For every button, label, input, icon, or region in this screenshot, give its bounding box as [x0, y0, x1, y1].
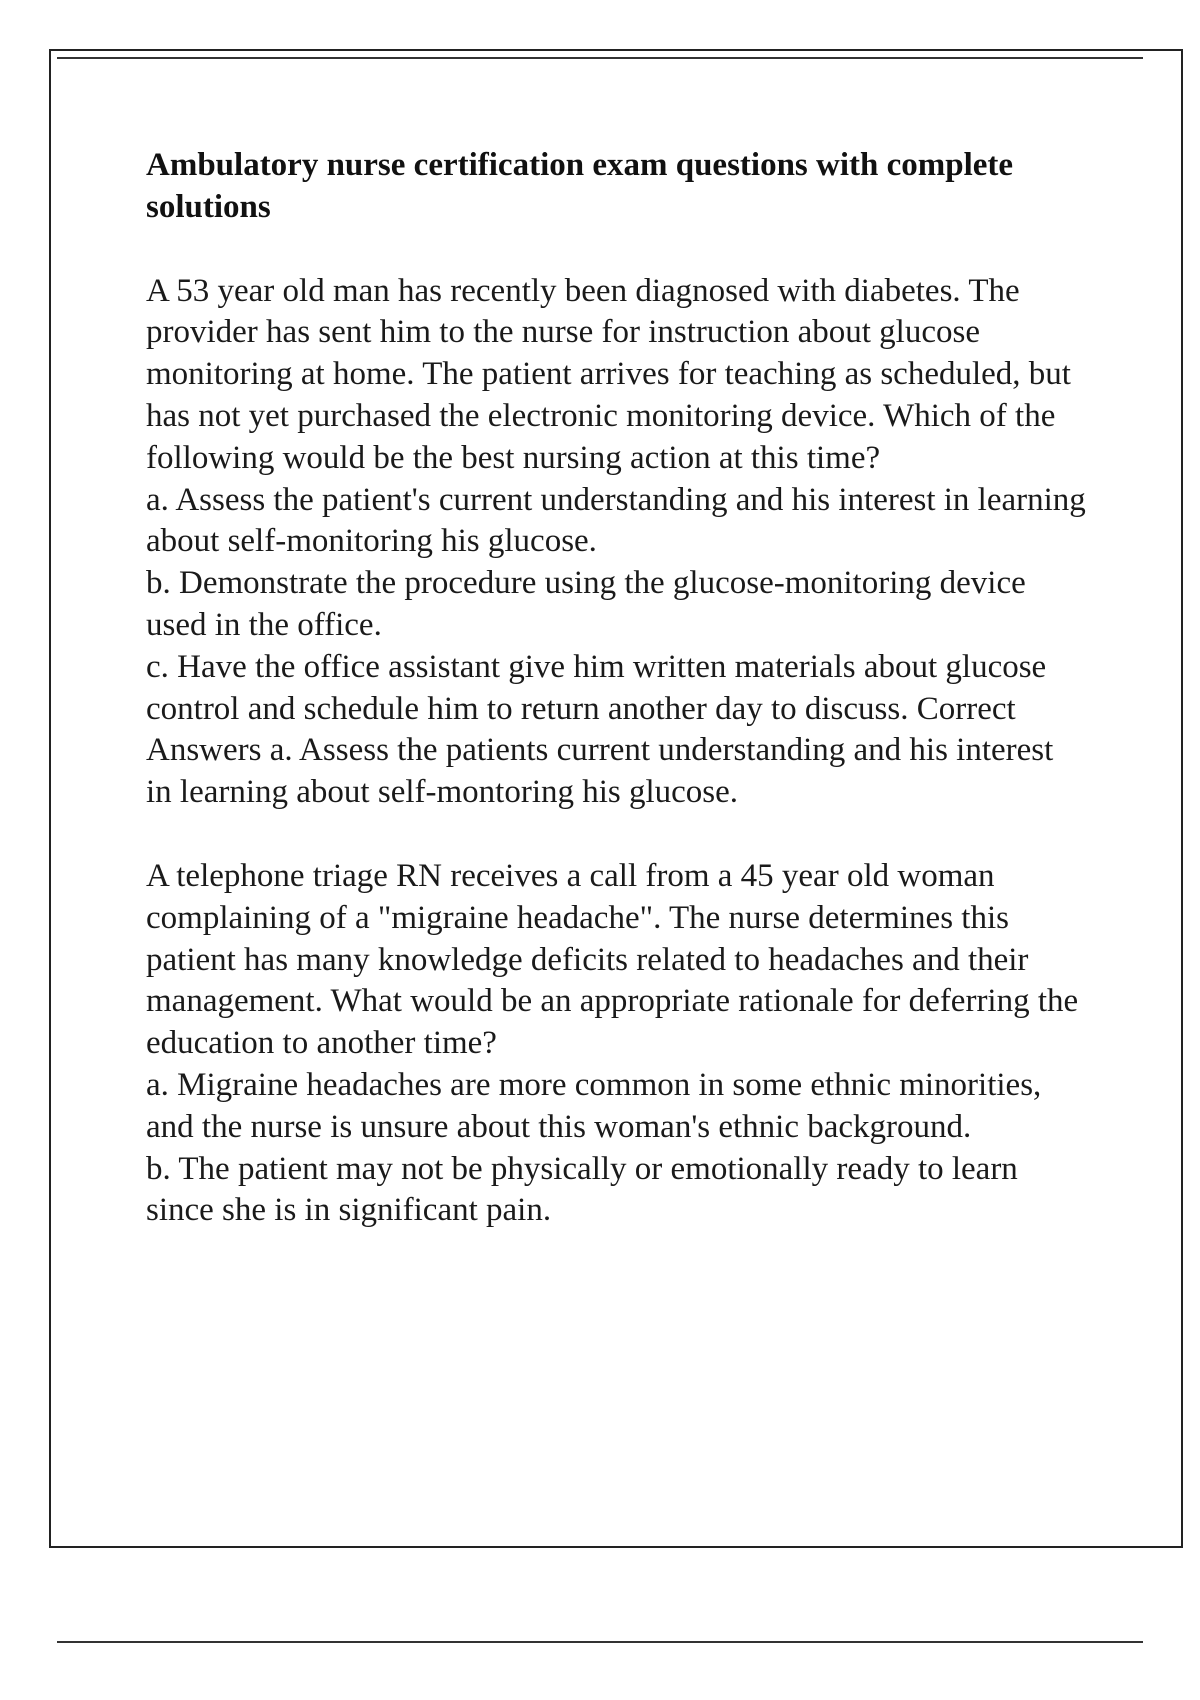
question-1-option-c-and-answer [146, 647, 1086, 814]
question-2-option-b: b. The patient may not be physically or emotionally ready to learn since she is in significant pain. [146, 1150, 1018, 1229]
question-1-option-a: a. Assess the patient's current understanding and his interest in learning about self-monitoring his glucose. [146, 481, 1086, 560]
header-rule [57, 57, 1143, 59]
document-title: Ambulatory nurse certification exam questions with complete solutions [146, 147, 1014, 225]
question-1-stem: A 53 year old man has recently been diagnosed with diabetes. The provider has sent him to the nurse for instruction about glucose monitoring at home. The patient arrives for teaching as scheduled, but has not yet purchased the electronic monitoring device. Which of the following would be the best nursing action at this time? [146, 272, 1071, 476]
question-1-correct-answer: a. Assess the patients current understanding and his interest in learning about self-montoring his glucose. [146, 732, 1054, 811]
question-1 [146, 271, 1086, 814]
question-1-option-c: c. Have the office assistant give him written materials about glucose control and schedule him to return another day to discuss. [146, 648, 1047, 727]
document-body [146, 145, 1086, 1232]
question-1-option-b: b. Demonstrate the procedure using the glucose-monitoring device used in the office. [146, 565, 1026, 643]
question-2-option-a: a. Migraine headaches are more common in some ethnic minorities, and the nurse is unsure about this woman's ethnic background. [146, 1066, 1042, 1145]
question-2-stem: A telephone triage RN receives a call from a 45 year old woman complaining of a "migraine headache". The nurse determines this patient has many knowledge deficits related to headaches and their management. What would be an appropriate rationale for deferring the education to another time? [146, 857, 1079, 1062]
footer-rule [57, 1641, 1143, 1643]
correct-answers-label: Correct Answers [146, 690, 1023, 769]
question-2 [146, 856, 1086, 1232]
